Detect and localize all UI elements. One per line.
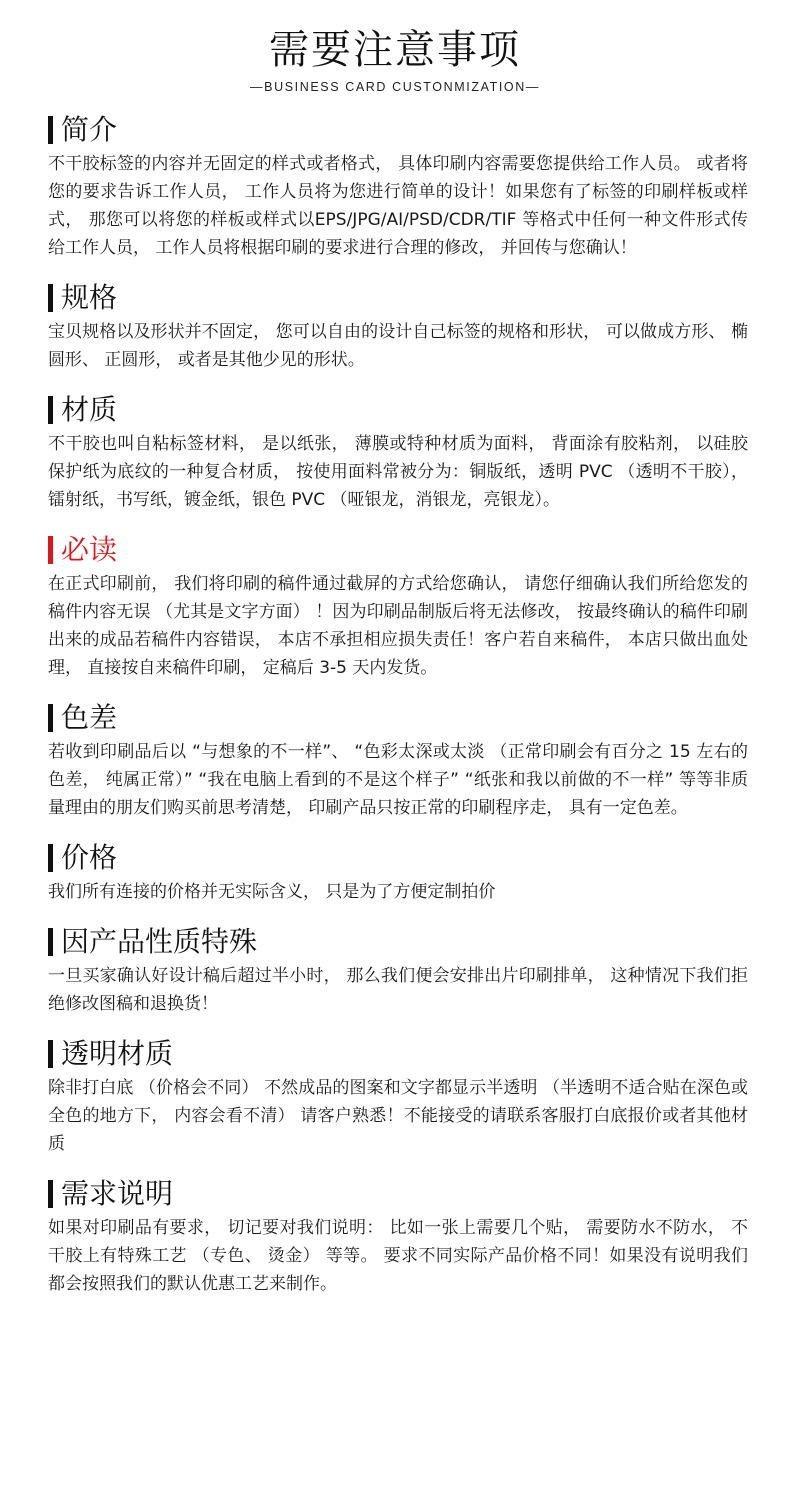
section-text: 不干胶标签的内容并无固定的样式或者格式， 具体印刷内容需要您提供给工作人员。 或者将您的要求告诉工作人员， 工作人员将为您进行简单的设计！如果您有了标签的印刷样板或样式， 那您可以将您的样板或样式以EPS/JPG/AI/PSD/CDR/TIF 等格式中任何一种文件形式传给工作人员， 工作人员将根据印刷的要求进行合理的修改， 并回传与您确认！: [48, 154, 748, 258]
page-subtitle: —BUSINESS CARD CUSTONMIZATION—: [250, 80, 540, 94]
section-title: 因产品性质特殊: [61, 925, 258, 958]
heading-marker: [48, 1180, 53, 1208]
section-text: 如果对印刷品有要求， 切记要对我们说明： 比如一张上需要几个贴， 需要防水不防水， 不干胶上有特殊工艺 （专色、 烫金） 等等。 要求不同实际产品价格不同！如果没有说明我们都会按照我们的默认优惠工艺来制作。: [48, 1218, 748, 1294]
section-title: 透明材质: [61, 1037, 174, 1070]
section-title: 规格: [61, 281, 118, 314]
section-text: 我们所有连接的价格并无实际含义， 只是为了方便定制拍价: [48, 882, 496, 902]
section-heading: [48, 390, 748, 430]
section-heading: [48, 698, 748, 738]
section-text: 不干胶也叫自粘标签材料， 是以纸张， 薄膜或特种材质为面料， 背面涂有胶粘剂， 以硅胶保护纸为底纹的一种复合材质， 按使用面料常被分为：铜版纸，透明 PVC （透明不干胶），镭射纸，书写纸，镀金纸，银色 PVC （哑银龙，消银龙，亮银龙）。: [48, 434, 748, 510]
section-heading: [48, 530, 748, 570]
section-title: 价格: [61, 841, 118, 874]
section-special-product: [48, 922, 748, 1018]
section-title: 需求说明: [61, 1177, 174, 1210]
section-price: [48, 838, 748, 906]
heading-marker: [48, 116, 53, 144]
section-heading: [48, 1034, 748, 1074]
section-intro: [48, 110, 748, 262]
heading-marker: [48, 1040, 53, 1068]
section-text: 一旦买家确认好设计稿后超过半小时， 那么我们便会安排出片印刷排单， 这种情况下我们拒绝修改图稿和退换货！: [48, 966, 748, 1014]
section-heading: [48, 1174, 748, 1214]
heading-marker: [48, 536, 53, 564]
section-title: 色差: [61, 701, 118, 734]
section-title: 必读: [61, 533, 118, 566]
section-text: 若收到印刷品后以 “与想象的不一样”、 “色彩太深或太淡 （正常印刷会有百分之 15 左右的色差， 纯属正常）” “我在电脑上看到的不是这个样子” “纸张和我以前做的不一样” 等等非质量理由的朋友们购买前思考清楚， 印刷产品只按正常的印刷程序走， 具有一定色差。: [48, 742, 748, 818]
section-must-read: [48, 530, 748, 682]
heading-marker: [48, 704, 53, 732]
section-text: 在正式印刷前， 我们将印刷的稿件通过截屏的方式给您确认， 请您仔细确认我们所给您发的稿件内容无误 （尤其是文字方面） ！因为印刷品制版后将无法修改， 按最终确认的稿件印刷出来的成品若稿件内容错误， 本店不承担相应损失责任！客户若自来稿件， 本店只做出血处理， 直接按自来稿件印刷， 定稿后 3-5 天内发货。: [48, 574, 748, 678]
section-title: 简介: [61, 113, 118, 146]
section-color-difference: [48, 698, 748, 822]
section-title: 材质: [61, 393, 118, 426]
section-text: 除非打白底 （价格会不同） 不然成品的图案和文字都显示半透明 （半透明不适合贴在深色或全色的地方下， 内容会看不清） 请客户熟悉！不能接受的请联系客服打白底报价或者其他材质: [48, 1078, 748, 1154]
heading-marker: [48, 396, 53, 424]
section-heading: [48, 278, 748, 318]
section-requirements: [48, 1174, 748, 1298]
heading-marker: [48, 844, 53, 872]
section-heading: [48, 922, 748, 962]
section-heading: [48, 838, 748, 878]
section-transparent-material: [48, 1034, 748, 1158]
page-header: [0, 24, 790, 94]
section-text: 宝贝规格以及形状并不固定， 您可以自由的设计自己标签的规格和形状， 可以做成方形、 椭圆形、 正圆形， 或者是其他少见的形状。: [48, 322, 748, 370]
section-material: [48, 390, 748, 514]
section-heading: [48, 110, 748, 150]
heading-marker: [48, 284, 53, 312]
page-title: 需要注意事项: [269, 27, 521, 73]
section-specification: [48, 278, 748, 374]
heading-marker: [48, 928, 53, 956]
notice-sections: [48, 110, 748, 1314]
